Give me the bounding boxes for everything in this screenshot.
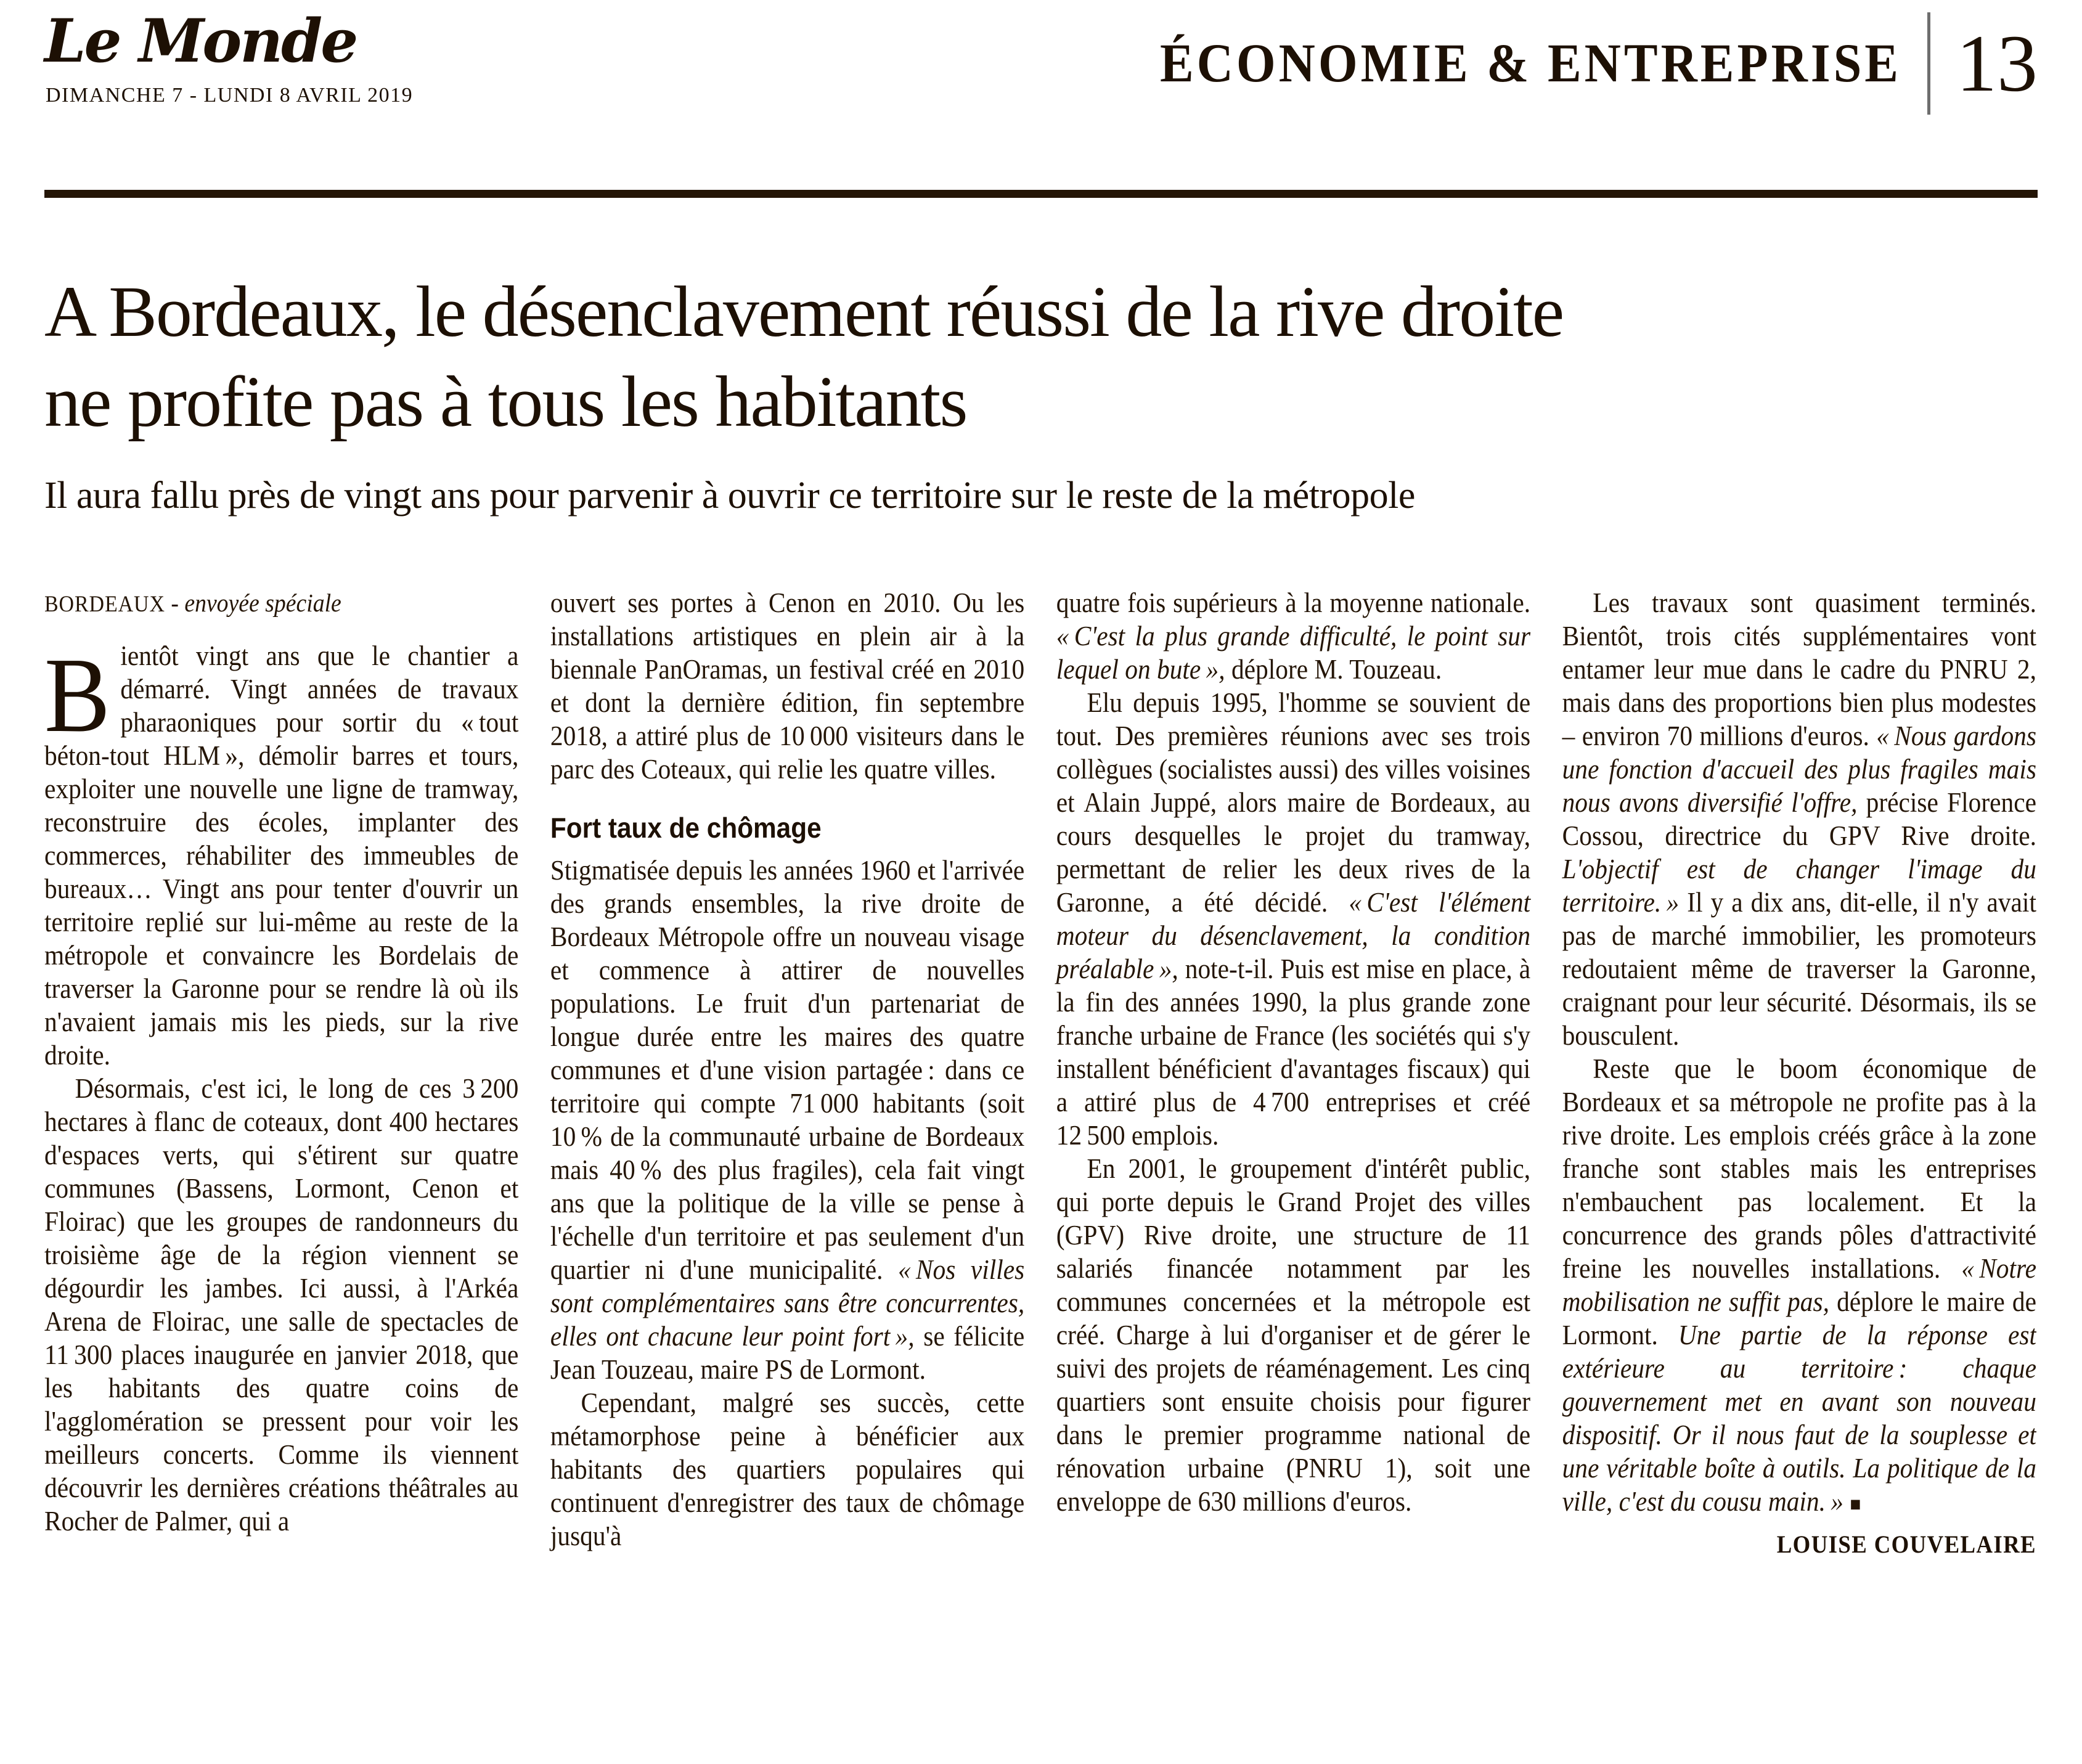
para: Reste que le boom économique de Bordeaux et sa métropole ne profite pas à la rive droite. Les emplois créés grâce à la zone franche sont stables mais les entreprises n'embauchent pas localement. Et la concurrence des grands pôles d'attractivité freine les nouvelles installations. « Notre mobilisation ne suffit pas, déplore le maire de Lormont. Une partie de la réponse est extérieure au territoire : chaque gouvernement met en avant son nouveau dispositif. Or il nous faut de la souplesse et une véritable boîte à outils. La politique de la ville, c'est du cousu main. » ■ [1562, 1053, 2036, 1517]
headline-line-2: ne profite pas à tous les habitants [44, 361, 967, 442]
end-mark: ■ [1850, 1493, 1861, 1516]
dateline: BORDEAUX - envoyée spéciale [44, 589, 341, 617]
headline [44, 267, 2038, 447]
issue-date: DIMANCHE 7 - LUNDI 8 AVRIL 2019 [46, 84, 414, 107]
para: Elu depuis 1995, l'homme se souvient de tout. Des premières réunions avec ses trois collègues (socialistes aussi) des villes voisines et Alain Juppé, alors maire de Bordeaux, au cours desquelles le projet du tramway, permettant de relier les deux rives de la Garonne, a été décidé. « C'est l'élément moteur du désenclavement, la condition préalable », note-t-il. Puis est mise en place, à la fin des années 1990, la plus grande zone franche urbaine de France (les sociétés qui s'y installent bénéficient d'avantages fiscaux) qui a attiré plus de 4 700 entreprises et créé 12 500 emplois. [1056, 687, 1531, 1151]
masthead-right [1160, 5, 2038, 122]
para: Stigmatisée depuis les années 1960 et l'arrivée des grands ensembles, la rive droite de Bordeaux Métropole offre un nouveau visage et commence à attirer de nouvelles populations. Le fruit d'un partenariat de longue durée entre les maires des quatre communes et d'une vision partagée : dans ce territoire qui compte 71 000 habitants (soit 10 % de la communauté urbaine de Bordeaux mais 40 % des plus fragiles), cela fait vingt ans que la politique de la ville se pense à l'échelle d'un territoire et pas seulement d'un quartier ni d'une municipalité. « Nos villes sont complémentaires sans être concurrentes, elles ont chacune leur point fort », se félicite Jean Touzeau, maire PS de Lormont. [550, 855, 1025, 1385]
byline: LOUISE COUVELAIRE [1776, 1530, 2036, 1558]
article-column [44, 586, 518, 1755]
subhead: Il aura fallu près de vingt ans pour parvenir à ouvrir ce territoire sur le reste de la métropole [44, 475, 1415, 517]
header-divider [1927, 12, 1930, 115]
lemonde-logo: Le Monde [44, 6, 357, 76]
page-number: 13 [1956, 18, 2038, 108]
drop-cap: B [44, 635, 110, 754]
headline-line-1: A Bordeaux, le désenclavement réussi de la rive droite [44, 271, 1564, 352]
para: Bientôt vingt ans que le chantier a démarré. Vingt années de travaux pharaoniques pour sortir du « tout béton-tout HLM », démolir barres et tours, exploiter une nouvelle une ligne de tramway, reconstruire des écoles, implanter des commerces, réhabiliter des immeubles de bureaux… Vingt ans pour tenter d'ouvrir un territoire replié sur lui-même au reste de la métropole et convaincre les Bordelais de traverser la Garonne pour se rendre là où ils n'avaient jamais mis les pieds, sur la rive droite. [44, 635, 519, 1071]
crosshead: Fort taux de chômage [550, 812, 822, 844]
para: En 2001, le groupement d'intérêt public, qui porte depuis le Grand Projet des villes (GPV) Rive droite, une structure de 11 salariés financée notamment par les communes concernées et la métropole est créé. Charge à lui d'organiser et de gérer le suivi des projets de réaménagement. Les cinq quartiers sont ensuite choisis pour figurer dans le premier programme national de rénovation urbaine (PNRU 1), soit une enveloppe de 630 millions d'euros. [1056, 1153, 1531, 1517]
para: quatre fois supérieurs à la moyenne nationale. « C'est la plus grande difficulté, le point sur lequel on bute », déplore M. Touzeau. [1056, 587, 1531, 685]
article-column [550, 586, 1024, 1755]
para: ouvert ses portes à Cenon en 2010. Ou les installations artistiques en plein air à la biennale PanOramas, un festival créé en 2010 et dont la dernière édition, fin septembre 2018, a attiré plus de 10 000 visiteurs dans le parc des Coteaux, qui relie les quatre villes. [550, 587, 1025, 785]
article-column [1562, 586, 2036, 1755]
para: Cependant, malgré ses succès, cette métamorphose peine à bénéficier aux habitants des quartiers populaires qui continuent d'enregistrer des taux de chômage jusqu'à [550, 1387, 1025, 1551]
article-columns [44, 586, 2036, 1755]
section-title: ÉCONOMIE & ENTREPRISE [1159, 33, 1901, 94]
para: Les travaux sont quasiment terminés. Bientôt, trois cités supplémentaires vont entamer leur mue dans le cadre du PNRU 2, mais dans des proportions bien plus modestes – environ 70 millions d'euros. « Nous gardons une fonction d'accueil des plus fragiles mais nous avons diversifié l'offre, précise Florence Cossou, directrice du GPV Rive droite. L'objectif est de changer l'image du territoire. » Il y a dix ans, dit-elle, il n'y avait pas de marché immobilier, les promoteurs redoutaient même de traverser la Garonne, craignant pour leur sécurité. Désormais, ils se bousculent. [1562, 587, 2036, 1051]
para: Désormais, c'est ici, le long de ces 3 200 hectares à flanc de coteaux, dont 400 hectares d'espaces verts, qui s'étirent sur quatre communes (Bassens, Lormont, Cenon et Floirac) que les groupes de randonneurs du troisième âge de la région viennent se dégourdir les jambes. Ici aussi, à l'Arkéa Arena de Floirac, une salle de spectacles de 11 300 places inaugurée en janvier 2018, que les habitants des quatre coins de l'agglomération se pressent pour voir les meilleurs concerts. Comme ils viennent découvrir les dernières créations théâtrales au Rocher de Palmer, qui a [44, 1073, 519, 1537]
separator-rule [44, 190, 2038, 198]
article-column [1056, 586, 1530, 1755]
masthead [44, 0, 2038, 190]
